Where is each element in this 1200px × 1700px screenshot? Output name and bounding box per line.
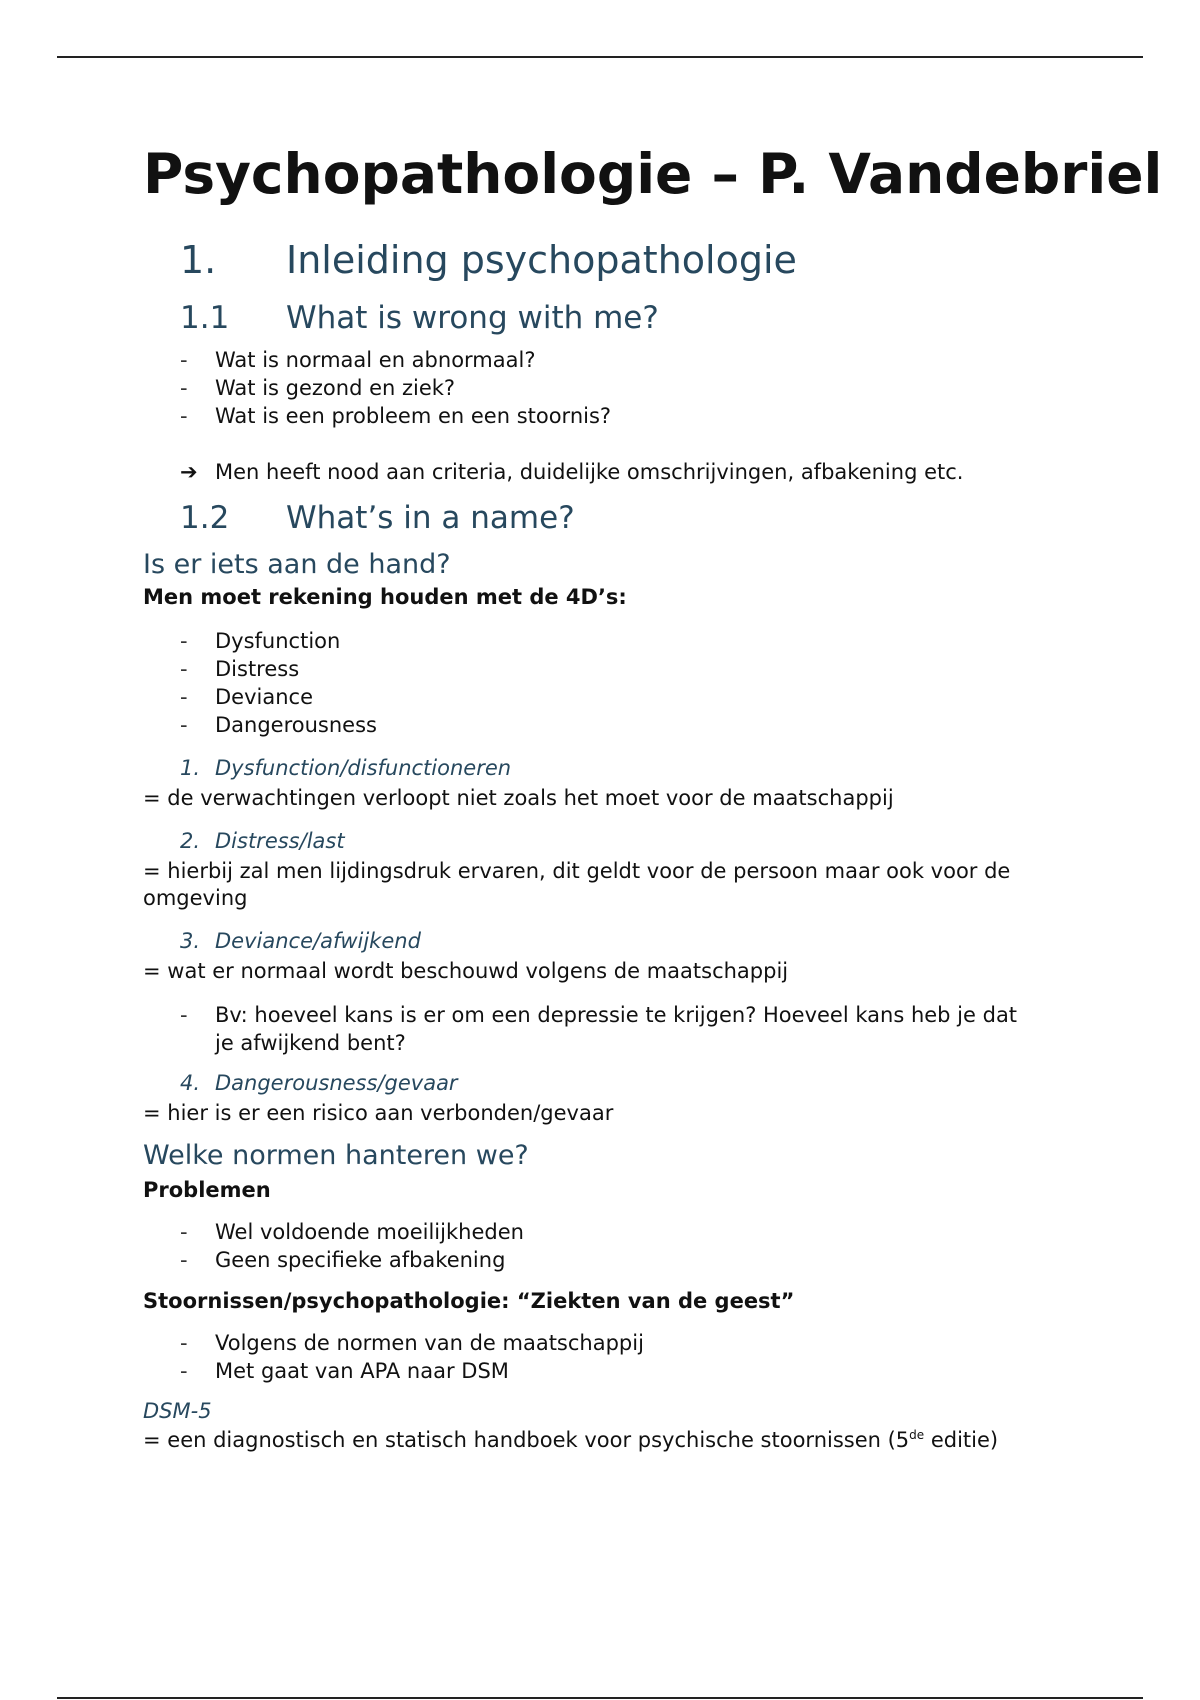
section-number: 1.1 [180, 300, 230, 336]
problems-label: Problemen [143, 1178, 271, 1202]
list-item: - Wat is gezond en ziek? [180, 376, 456, 400]
list-item: - Geen specifieke afbakening [180, 1248, 506, 1272]
d1-text: = de verwachtingen verloopt niet zoals het moet voor de maatschappij [143, 786, 894, 810]
disorders-label: Stoornissen/psychopathologie: “Ziekten van de geest” [143, 1289, 795, 1313]
bullet-dash: - [180, 629, 188, 653]
d3-example-list [143, 1001, 1063, 1057]
bullet-dash: - [180, 657, 188, 681]
list-item: - Bv: hoeveel kans is er om een depressie te krijgen? Hoeveel kans heb je dat je afwijkend bent? [180, 1003, 1018, 1055]
section-title: What is wrong with me? [286, 300, 659, 336]
list-item: - Wat is normaal en abnormaal? [180, 348, 536, 372]
dsm-label: DSM-5 [143, 1399, 212, 1423]
footer-rule [57, 1697, 1143, 1699]
section-heading-1-2 [180, 498, 1063, 538]
d2-heading: 2. Distress/last [180, 829, 345, 853]
bullet-dash: - [180, 1220, 188, 1244]
conclusion-text: Men heeft nood aan criteria, duidelijke omschrijvingen, afbakening etc. [215, 460, 964, 484]
bullet-dash: - [180, 376, 188, 400]
bullet-dash: - [180, 1331, 188, 1355]
subheading-hand: Is er iets aan de hand? [143, 549, 451, 580]
four-d-list [143, 627, 1063, 739]
d3-heading: 3. Deviance/afwijkend [180, 929, 421, 953]
bullet-dash: - [180, 1003, 188, 1027]
list-item: - Dysfunction [180, 629, 341, 653]
bullet-dash: - [180, 348, 188, 372]
conclusion-item [180, 458, 1063, 486]
document-title: Psychopathologie – P. Vandebriel [143, 142, 1163, 206]
document-body [143, 138, 1163, 1454]
d4-text: = hier is er een risico aan verbonden/gevaar [143, 1101, 614, 1125]
d3-text: = wat er normaal wordt beschouwd volgens de maatschappij [143, 959, 789, 983]
d1-heading: 1. Dysfunction/disfunctioneren [180, 756, 512, 780]
list-item: - Wat is een probleem en een stoornis? [180, 404, 612, 428]
disorders-list [143, 1329, 1063, 1385]
bullet-dash: - [180, 404, 188, 428]
section-title: Inleiding psychopathologie [286, 238, 797, 282]
header-rule [57, 56, 1143, 58]
list-item: - Met gaat van APA naar DSM [180, 1359, 509, 1383]
subheading-norms: Welke normen hanteren we? [143, 1140, 529, 1171]
questions-list [143, 346, 1063, 430]
section-number: 1.2 [180, 500, 230, 536]
list-item: - Dangerousness [180, 713, 377, 737]
section-title: What’s in a name? [286, 500, 575, 536]
section-heading-1-1 [180, 298, 1063, 338]
list-item: - Distress [180, 657, 300, 681]
bullet-dash: - [180, 713, 188, 737]
dsm-text: = een diagnostisch en statisch handboek voor psychische stoornissen (5de editie) [143, 1428, 999, 1452]
d2-text: = hierbij zal men lijdingsdruk ervaren, dit geldt voor de persoon maar ook voor de omgeving [143, 859, 1011, 910]
ordinal-suffix: de [909, 1428, 925, 1442]
d4-heading: 4. Dangerousness/gevaar [180, 1071, 458, 1095]
intro-4d: Men moet rekening houden met de 4D’s: [143, 585, 627, 609]
section-heading-1 [180, 235, 1063, 285]
arrow-icon: ➔ [180, 460, 198, 484]
list-item: - Deviance [180, 685, 313, 709]
list-item: - Wel voldoende moeilijkheden [180, 1220, 524, 1244]
problems-list [143, 1218, 1063, 1274]
bullet-dash: - [180, 685, 188, 709]
bullet-dash: - [180, 1359, 188, 1383]
bullet-dash: - [180, 1248, 188, 1272]
list-item: - Volgens de normen van de maatschappij [180, 1331, 644, 1355]
section-number: 1. [180, 238, 217, 282]
